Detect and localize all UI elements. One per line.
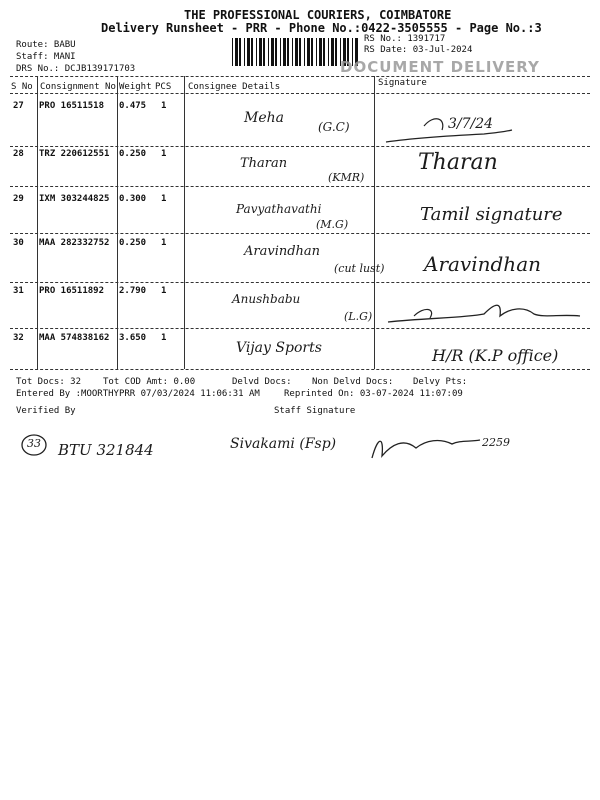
row-divider: [10, 328, 590, 329]
consignee-handwriting: Tharan: [240, 156, 288, 171]
consignee-handwriting: Vijay Sports: [236, 340, 322, 356]
row-divider: [10, 146, 590, 147]
delivery-points: Delvy Pts:: [413, 377, 468, 387]
signature-scribble: [384, 108, 514, 148]
table-top-rule: [10, 76, 590, 77]
signature-handwriting: Aravindhan: [424, 252, 541, 276]
row-pcs: 1: [161, 286, 167, 296]
entered-by: Entered By :MOORTHYPRR 07/03/2024 11:06:31 AM: [16, 389, 260, 399]
company-title: THE PROFESSIONAL COURIERS, COIMBATORE: [184, 8, 452, 22]
row-weight: 0.250: [119, 149, 147, 159]
col-divider: [37, 76, 38, 369]
row-sno: 32: [13, 333, 24, 343]
row-weight: 0.250: [119, 238, 147, 248]
col-header-consignment: Consignment No: [40, 82, 116, 92]
handwritten-btu: BTU 321844: [58, 441, 154, 459]
consignee-note: (M.G): [316, 218, 349, 231]
consignee-note: (G.C): [318, 120, 350, 134]
consignee-note: (KMR): [328, 171, 365, 184]
row-sno: 31: [13, 286, 24, 296]
consignee-handwriting: Pavyathavathi: [236, 202, 322, 216]
row-divider: [10, 186, 590, 187]
signature-handwriting: 3/7/24: [448, 116, 494, 132]
runsheet-subtitle: Delivery Runsheet - PRR - Phone No.:0422-3505555 - Page No.:3: [101, 21, 542, 35]
row-sno: 27: [13, 101, 24, 111]
rs-number: RS No.: 1391717: [364, 34, 446, 44]
row-divider: [10, 233, 590, 234]
total-docs: Tot Docs: 32: [16, 377, 82, 387]
consignee-note: (L.G): [344, 310, 373, 323]
document-delivery-stamp: DOCUMENT DELIVERY: [340, 58, 540, 76]
signature-handwriting: Tharan: [418, 150, 498, 175]
total-cod-amount: Tot COD Amt: 0.00: [103, 377, 196, 387]
row-weight: 2.790: [119, 286, 147, 296]
table-bottom-rule: [10, 369, 590, 370]
row-consignment: TRZ 220612551: [39, 149, 110, 159]
col-divider: [184, 76, 185, 369]
row-sno: 30: [13, 238, 24, 248]
row-sno: 28: [13, 149, 24, 159]
signature-handwriting: H/R (K.P office): [432, 346, 559, 365]
consignee-handwriting: Aravindhan: [244, 244, 321, 259]
row-pcs: 1: [161, 194, 167, 204]
consignee-handwriting: Meha: [244, 110, 284, 126]
non-delivered-docs: Non Delvd Docs:: [312, 377, 394, 387]
staff-label: Staff: MANI: [16, 52, 76, 62]
row-pcs: 1: [161, 101, 167, 111]
row-pcs: 1: [161, 238, 167, 248]
delivered-docs: Delvd Docs:: [232, 377, 292, 387]
col-header-weight: Weight: [119, 82, 152, 92]
row-pcs: 1: [161, 149, 167, 159]
row-weight: 3.650: [119, 333, 147, 343]
drs-number: DRS No.: DCJB139171703: [16, 64, 136, 74]
row-sno: 29: [13, 194, 24, 204]
footer-signature-scribble: [370, 430, 490, 464]
signature-handwriting: Tamil signature: [420, 204, 563, 225]
reprinted-on: Reprinted On: 03-07-2024 11:07:09: [284, 389, 463, 399]
row-pcs: 1: [161, 333, 167, 343]
col-header-signature: Signature: [378, 78, 427, 88]
handwritten-sig-number: 2259: [482, 436, 510, 449]
staff-signature-label: Staff Signature: [274, 406, 356, 416]
table-header-rule: [10, 93, 590, 94]
row-consignment: PRO 16511518: [39, 101, 105, 111]
col-divider: [374, 76, 375, 369]
col-header-sno: S No: [11, 82, 33, 92]
rs-date: RS Date: 03-Jul-2024: [364, 45, 473, 55]
row-consignment: MAA 282332752: [39, 238, 110, 248]
col-header-pcs: PCS: [155, 82, 172, 92]
handwritten-name: Sivakami (Fsp): [230, 436, 337, 452]
verified-by-label: Verified By: [16, 406, 76, 416]
signature-scribble: [384, 296, 584, 330]
row-consignment: IXM 303244825: [39, 194, 110, 204]
row-consignment: MAA 574838162: [39, 333, 110, 343]
route-label: Route: BABU: [16, 40, 76, 50]
row-consignment: PRO 16511892: [39, 286, 105, 296]
row-weight: 0.475: [119, 101, 147, 111]
row-weight: 0.300: [119, 194, 147, 204]
consignee-handwriting: Anushbabu: [232, 292, 301, 306]
handwritten-count: 33: [27, 437, 41, 450]
row-divider: [10, 282, 590, 283]
col-divider: [117, 76, 118, 369]
col-header-consignee: Consignee Details: [188, 82, 281, 92]
consignee-note: (cut lust): [334, 262, 385, 275]
